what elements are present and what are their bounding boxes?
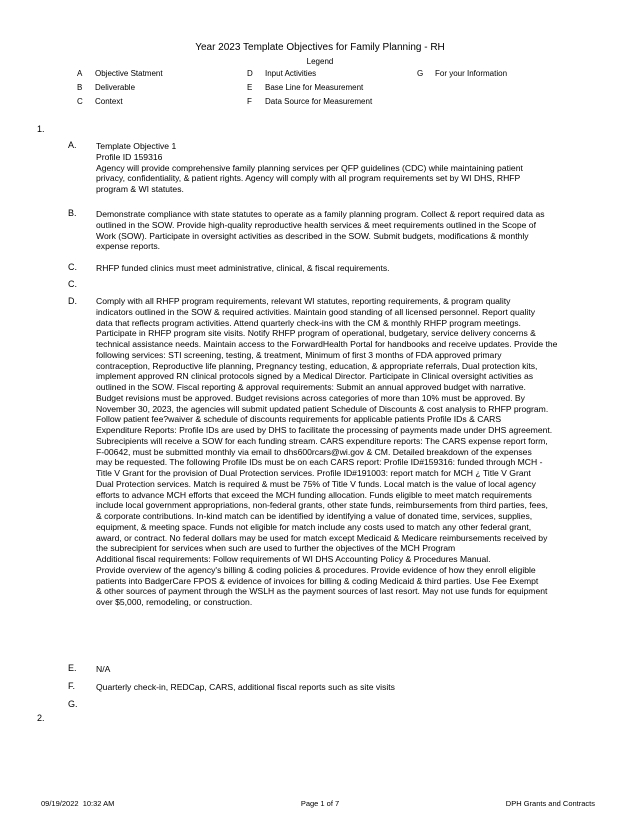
page-title: Year 2023 Template Objectives for Family Planning - RH (195, 42, 445, 53)
section-label-c-empty: C. (68, 279, 77, 289)
section-label-a: A. (68, 140, 77, 150)
section-label-b: B. (68, 208, 77, 218)
section-label-d: D. (68, 296, 77, 306)
section-text-d: Comply with all RHFP program requirements, relevant WI statutes, reporting requirements, & program quality indicators outlined in the SOW & required activities. Maintain good standing of all licensed personnel. Report quality data that reflects program activities. Attend quarterly check-ins with the CM & monthly RHFP program meetings. Participate in RHFP program site visits. Notify RHFP program of operational, budgetary, service delivery concerns & technical assistance needs. Maintain access to the ForwardHealth Portal for handbooks and receive updates. Provide the following services: STI screening, testing, & treatment, Minimum of first 3 months of FDA approved primary contraception, Reproductive life planning, Pregnancy testing, education, & appropriate referrals, Dual protection kits, implement approved RN clinical protocols signed by a Medical Director. Participate in Clinical oversight activities as outlined in the SOW. Fiscal reporting & approval requirements: Submit an annual approved budget with narrative. Budget revisions must be approved. Budget revisions across categories of more than 10% must be approved. By November 30, 2023, the agencies will submit updated patient Schedule of Discounts & cost analysis to RHFP program. Follow patient fee?waiver & schedule of discounts requirements for applicable patients Profile IDs & CARS Expenditure Reports: Profile IDs are used by DHS to facilitate the processing of payments made under DHS agreement. Subrecipients will receive a SOW for each funding stream. CARS expenditure reports: The CARS expense report form, F-00642, must be submitted monthly via email to dhs600rcars@wi.gov & CM. Detailed breakdown of the expenses may be requested. The following Profile IDs must be on each CARS report: Profile ID#159316: funded through MCH - Title V Grant for the provision of Dual Protection services. Profile ID#191003: report match for MCH ¿ Title V Grant Dual Protection services. Match is required & must be 75% of Title V funds. Local match is the value of local agency efforts to advance MCH efforts that exceed the MCH funding allocation. Funds eligible to meet match requirements include local government appropriations, non-federal grants, other state funds, reimbursements from third parties, fees, & corporate contributions. In-kind match can be identified by identifying a value of donated time, services, supplies, equipment, & meeting space. Funds not eligible for match include any costs used to match any other federal grant, award, or contract. No federal dollars may be used for match except Medicaid & Medicare reimbursements received by the subrecipient for services when such are used to further the objectives of the MCH Program Additional fiscal requirements: Follow requirements of WI DHS Accounting Policy & Procedures Manual. Provide overview of the agency's billing & coding policies & procedures. Provide evidence of how they enroll eligible patients into BadgerCare FPOS & evidence of invoices for billing & coding Medicaid & third parties. Use Fee Exempt & other sources of payment through the WSLH as the payment sources of last resort. May not use funds for equipment over $5,000, remodeling, or construction. (96, 296, 558, 607)
section-text-c: RHFP funded clinics must meet administrative, clinical, & fiscal requirements. (96, 263, 390, 273)
footer-page-number: Page 1 of 7 (300, 799, 340, 808)
section-text-a: Template Objective 1 Profile ID 159316 Agency will provide comprehensive family planning services per QFP guidelines (CDC) while maintaining patient privacy, confidentiality, & patient rights. Agency will comply with all program requirements set by WI DHS, RHFP program & WI statutes. (96, 141, 523, 194)
section-text-e: N/A (96, 664, 111, 674)
section-label-g: G. (68, 699, 78, 709)
footer-timestamp: 09/19/2022 10:32 AM (41, 799, 115, 808)
section-text-f: Quarterly check-in, REDCap, CARS, additional fiscal reports such as site visits (96, 682, 395, 692)
legend-heading: Legend (306, 57, 334, 66)
footer-department: DPH Grants and Contracts (505, 799, 595, 808)
section-label-c: C. (68, 262, 77, 272)
section-label-e: E. (68, 663, 77, 673)
objective-number: 2. (37, 713, 45, 723)
section-text-b: Demonstrate compliance with state statutes to operate as a family planning program. Collect & report required data as outlined in the SOW. Provide high-quality reproductive health services & meet requirements outlined in the Scope of Work (SOW). Participate in oversight activities as described in the SOW. Submit budgets, modifications & monthly expense reports. (96, 209, 545, 252)
section-label-f: F. (68, 681, 76, 691)
objective-number: 1. (37, 124, 45, 134)
